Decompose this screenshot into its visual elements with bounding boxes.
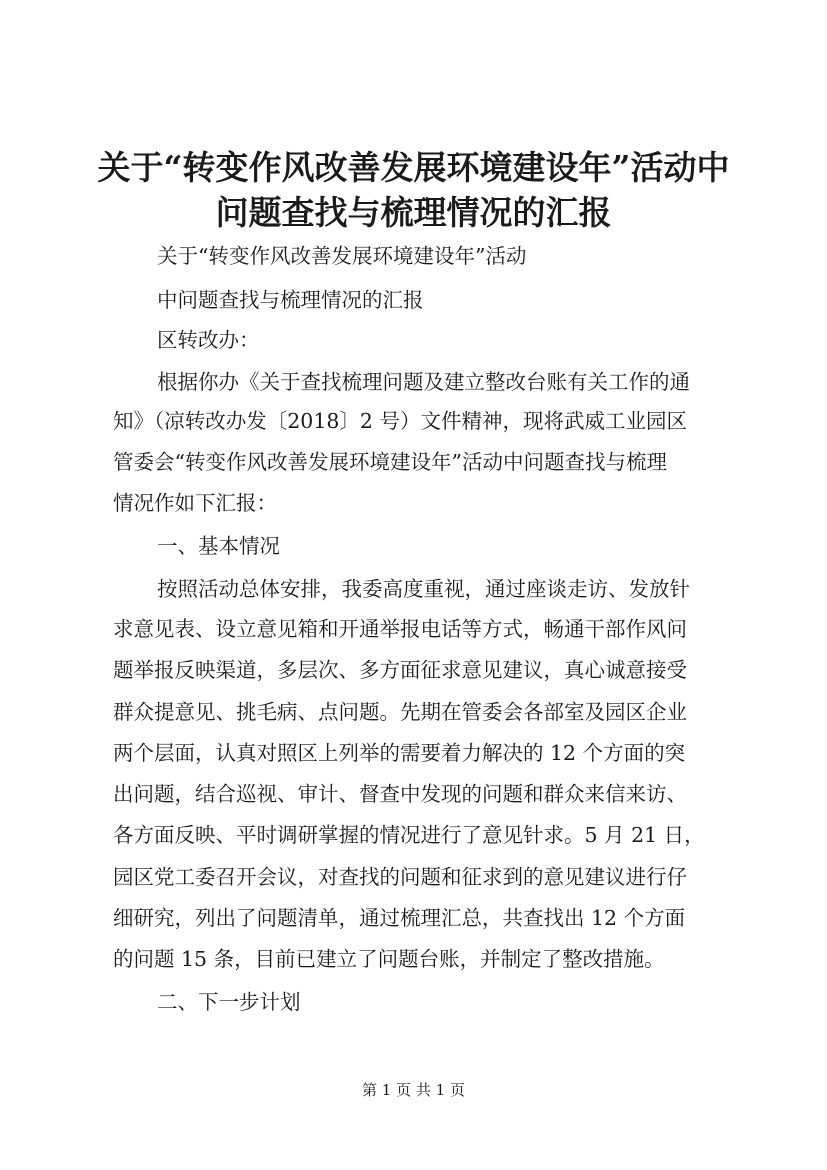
paragraph-line: 情况作如下汇报： — [113, 491, 277, 515]
salutation: 区转改办： — [157, 328, 260, 352]
paragraph-line: 细研究，列出了问题清单，通过梳理汇总，共查找出 12 个方面 — [113, 906, 686, 930]
document-title-line-2: 问题查找与梳理情况的汇报 — [215, 193, 612, 232]
section-heading-2: 二、下一步计划 — [157, 990, 301, 1014]
paragraph-line: 管委会“转变作风改善发展环境建设年”活动中问题查找与梳理 — [113, 450, 667, 474]
paragraph-line: 的问题 15 条，目前已建立了问题台账，并制定了整改措施。 — [113, 947, 665, 971]
paragraph-line: 根据你办《关于查找梳理问题及建立整改台账有关工作的通 — [157, 370, 690, 394]
paragraph-line: 求意见表、设立意见箱和开通举报电话等方式，畅通干部作风问 — [113, 617, 687, 641]
paragraph-line: 各方面反映、平时调研掌握的情况进行了意见针求。5 月 21 日， — [113, 823, 705, 847]
subtitle-line-1: 关于“转变作风改善发展环境建设年”活动 — [157, 244, 527, 268]
paragraph-line: 园区党工委召开会议，对查找的问题和征求到的意见建议进行仔 — [113, 865, 687, 889]
page-footer: 第 1 页 共 1 页 — [362, 1081, 465, 1099]
paragraph-line: 题举报反映渠道，多层次、多方面征求意见建议，真心诚意接受 — [113, 658, 687, 682]
subtitle-line-2: 中问题查找与梳理情况的汇报 — [157, 288, 424, 312]
section-heading-1: 一、基本情况 — [157, 534, 280, 558]
paragraph-line: 知》（凉转改办发〔2018〕2 号）文件精神，现将武威工业园区 — [113, 409, 687, 433]
paragraph-line: 按照活动总体安排，我委高度重视，通过座谈走访、发放针 — [157, 577, 690, 601]
paragraph-line: 出问题，结合巡视、审计、督查中发现的问题和群众来信来访、 — [113, 782, 687, 806]
document-title-line-1: 关于“转变作风改善发展环境建设年”活动中 — [97, 148, 730, 187]
paragraph-line: 群众提意见、挑毛病、点问题。先期在管委会各部室及园区企业 — [113, 700, 687, 724]
paragraph-line: 两个层面，认真对照区上列举的需要着力解决的 12 个方面的突 — [113, 741, 686, 765]
